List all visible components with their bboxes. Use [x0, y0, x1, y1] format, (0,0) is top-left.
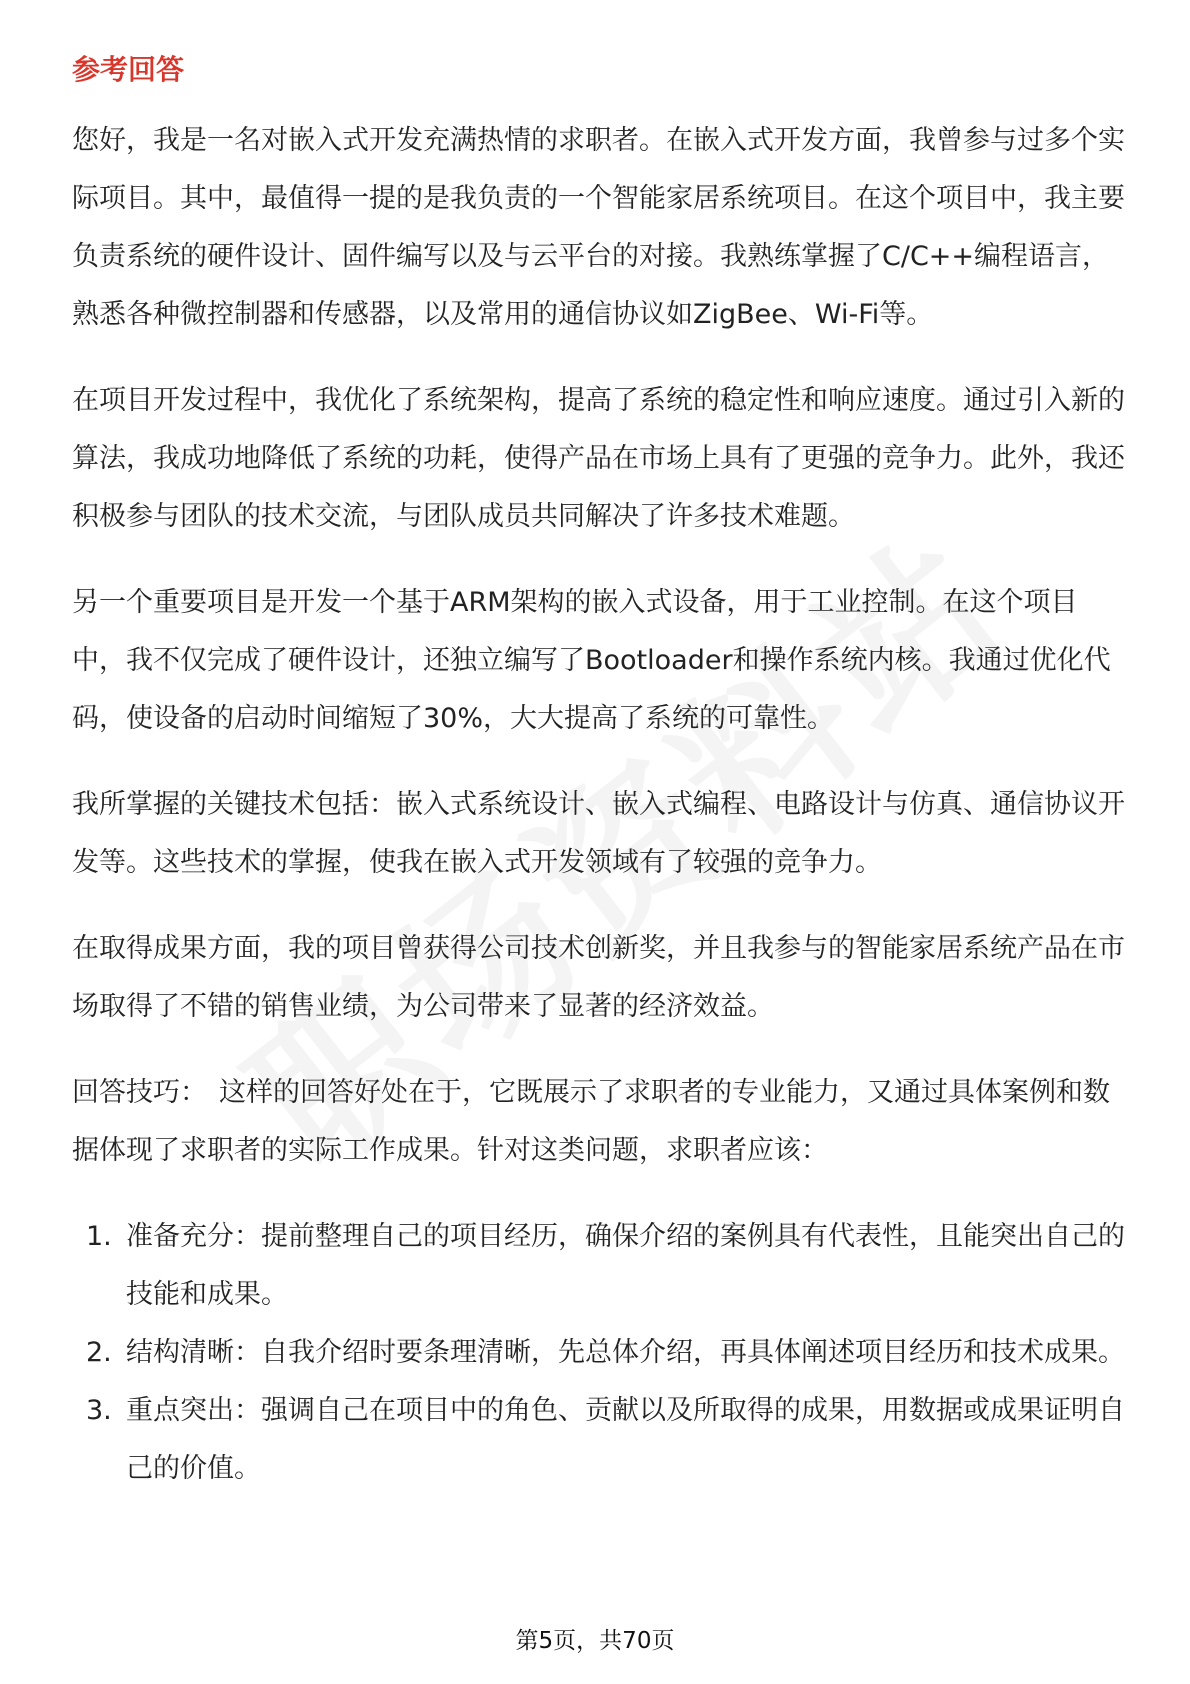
paragraph-arm-project: 另一个重要项目是开发一个基于ARM架构的嵌入式设备，用于工业控制。在这个项目中，我不仅完成了硬件设计，还独立编写了Bootloader和操作系统内核。我通过优化代码，使设备的启动时间缩短了30%，大大提高了系统的可靠性。: [72, 587, 1111, 734]
list-item-number: 1.: [86, 1221, 112, 1252]
paragraph-intro: 您好，我是一名对嵌入式开发充满热情的求职者。在嵌入式开发方面，我曾参与过多个实际项目。其中，最值得一提的是我负责的一个智能家居系统项目。在这个项目中，我主要负责系统的硬件设计、固件编写以及与云平台的对接。我熟练掌握了C/C++编程语言，熟悉各种微控制器和传感器，以及常用的通信协议如ZigBee、Wi-Fi等。: [72, 125, 1125, 330]
list-item-number: 2.: [86, 1337, 112, 1368]
list-item: [72, 1324, 1127, 1382]
list-item-number: 3.: [86, 1395, 112, 1426]
paragraph-optimization: 在项目开发过程中，我优化了系统架构，提高了系统的稳定性和响应速度。通过引入新的算法，我成功地降低了系统的功耗，使得产品在市场上具有了更强的竞争力。此外，我还积极参与团队的技术交流，与团队成员共同解决了许多技术难题。: [72, 385, 1125, 532]
tips-intro: 这样的回答好处在于，它既展示了求职者的专业能力，又通过具体案例和数据体现了求职者的实际工作成果。针对这类问题，求职者应该：: [72, 1077, 1110, 1166]
list-item-text: 重点突出：强调自己在项目中的角色、贡献以及所取得的成果，用数据或成果证明自己的价值。: [126, 1395, 1125, 1484]
tips-label: 回答技巧：: [72, 1077, 207, 1108]
list-item-text: 准备充分：提前整理自己的项目经历，确保介绍的案例具有代表性，且能突出自己的技能和成果。: [126, 1221, 1125, 1310]
document-body: [72, 42, 1127, 1498]
list-item-text: 结构清晰：自我介绍时要条理清晰，先总体介绍，再具体阐述项目经历和技术成果。: [126, 1337, 1125, 1368]
section-heading: 参考回答: [72, 53, 185, 86]
list-item: [72, 1382, 1127, 1498]
list-item: [72, 1208, 1127, 1324]
paragraph-achievements: 在取得成果方面，我的项目曾获得公司技术创新奖，并且我参与的智能家居系统产品在市场取得了不错的销售业绩，为公司带来了显著的经济效益。: [72, 933, 1125, 1022]
tips-paragraph: [72, 1064, 1127, 1180]
page-number: 第5页，共70页: [515, 1628, 675, 1654]
tips-list: [72, 1208, 1127, 1498]
paragraph-key-skills: 我所掌握的关键技术包括：嵌入式系统设计、嵌入式编程、电路设计与仿真、通信协议开发等。这些技术的掌握，使我在嵌入式开发领域有了较强的竞争力。: [72, 789, 1125, 878]
